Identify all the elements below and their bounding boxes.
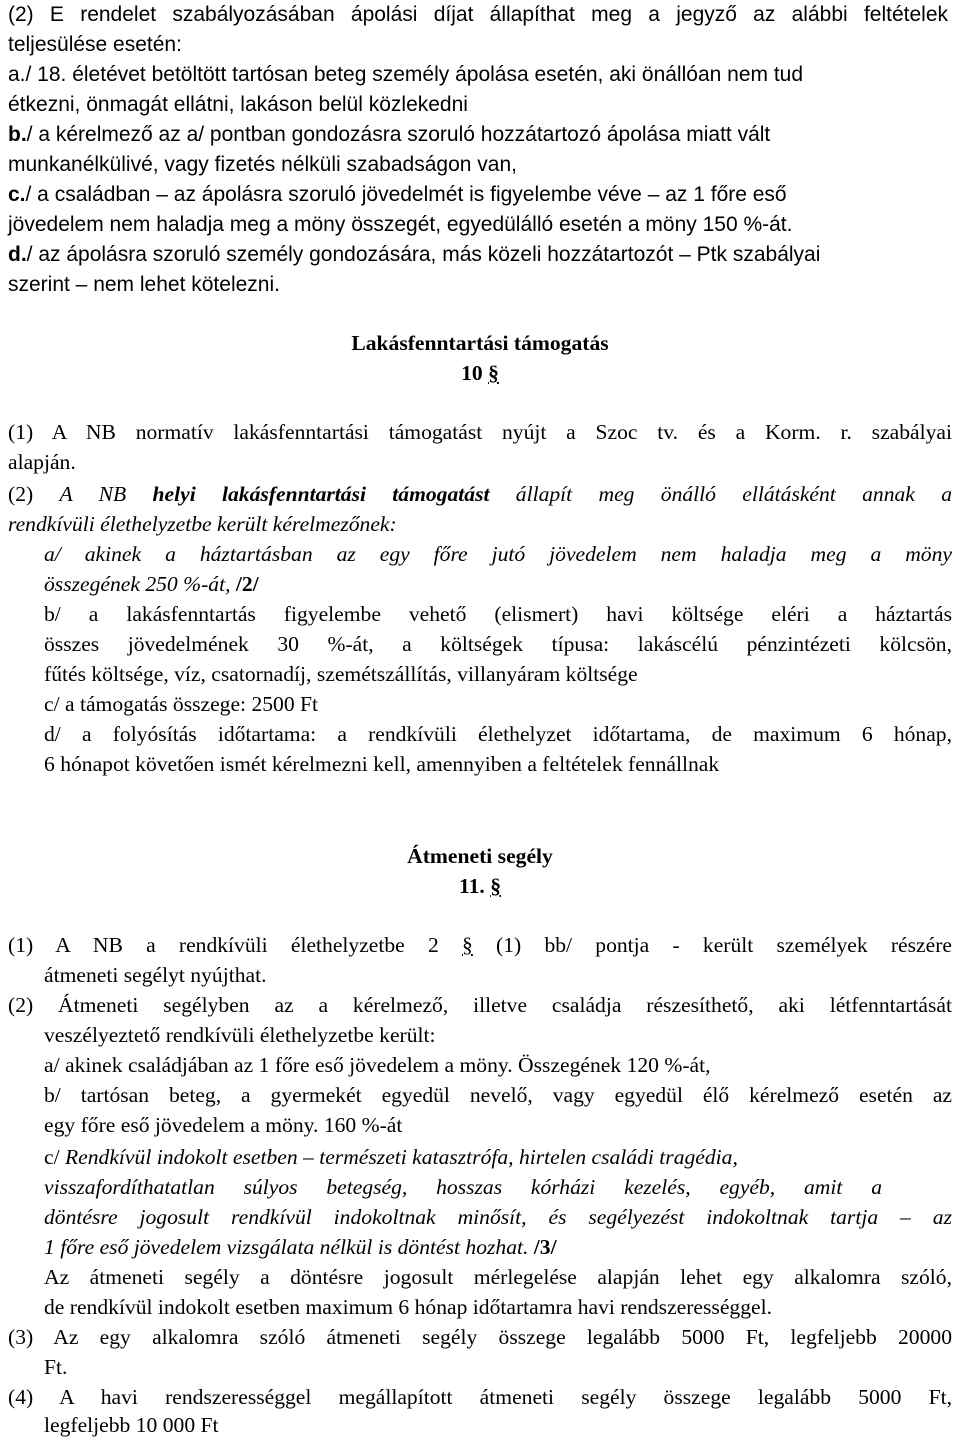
section-title-atmeneti-segely: Átmeneti segély	[407, 844, 553, 868]
atm-item-c-line-1	[44, 1142, 738, 1172]
atm-p2-line-2: veszélyeztető rendkívüli élethelyzetbe került:	[44, 1023, 436, 1047]
atm-item-c-end: 1 főre eső jövedelem vizsgálata nélkül is döntést hozhat.	[44, 1235, 529, 1259]
lakas-item-b-line-3: fűtés költsége, víz, csatornadíj, szemétszállítás, villanyáram költsége	[44, 662, 638, 686]
section-number-11	[0, 871, 960, 901]
lakas-p2-line-1	[8, 479, 952, 509]
lakas-p1-line-1: (1) A NB normatív lakásfenntartási támogatást nyújt a Szoc tv. és a Korm. r. szabályai	[8, 420, 952, 444]
item-b-line-2: munkanélkülivé, vagy fizetés nélküli szabadságon van,	[8, 153, 517, 176]
item-d-marker: d.	[8, 243, 27, 266]
paragraph-2-line-2: teljesülése esetén:	[8, 33, 182, 56]
atm-item-c-marker: c/	[44, 1145, 65, 1169]
section-number: 11.	[458, 874, 485, 898]
atm-p4-line-1: (4) A havi rendszerességgel megállapított átmeneti segély összege legalább 5000 Ft,	[8, 1385, 952, 1409]
atm-p1-line-1	[8, 930, 952, 960]
lakas-p2-emphasis: helyi lakásfenntartási támogatást	[152, 482, 490, 506]
section-sign-icon: §	[488, 361, 499, 385]
lakas-p1-line-2: alapján.	[8, 450, 76, 474]
atm-item-c-line-2: visszafordíthatatlan súlyos betegség, hosszas kórházi kezelés, egyéb, amit a	[44, 1175, 882, 1199]
item-a-line-1: a./ 18. életévet betöltött tartósan beteg személy ápolása esetén, aki önállóan nem tud	[8, 63, 804, 86]
lakas-item-c-line-1: c/ a támogatás összege: 2500 Ft	[44, 692, 319, 716]
section-sign-icon: §	[462, 933, 473, 957]
atm-item-a-line-1: a/ akinek családjában az 1 főre eső jövedelem a möny. Összegének 120 %-át,	[44, 1053, 711, 1077]
atm-p3-line-2: Ft.	[44, 1355, 68, 1379]
atm-item-c-line-4	[44, 1232, 557, 1262]
item-a-line-2: étkezni, önmagát ellátni, lakáson belül közlekedni	[8, 93, 468, 116]
section-number-10	[0, 358, 960, 388]
lakas-item-b-line-1: b/ a lakásfenntartás figyelembe vehető (elismert) havi költsége eléri a háztartás	[44, 602, 952, 626]
atm-item-b-line-1: b/ tartósan beteg, a gyermekét egyedül nevelő, vagy egyedül élő kérelmező esetén az	[44, 1083, 952, 1107]
atm-p3-line-1: (3) Az egy alkalomra szóló átmeneti segély összege legalább 5000 Ft, legfeljebb 20000	[8, 1325, 952, 1349]
lakas-item-a-line-2	[44, 569, 259, 599]
item-d-line-1	[8, 240, 820, 270]
lakas-item-b-line-2: összes jövedelmének 30 %-át, a költségek típusa: lakáscélú pénzintézeti kölcsön,	[44, 632, 952, 656]
item-d-text: / az ápolásra szoruló személy gondozására, más közeli hozzátartozót – Ptk szabályai	[26, 243, 821, 266]
lakas-p2-marker: (2)	[8, 482, 60, 506]
atm-item-c-text: Rendkívül indokolt esetben – természeti katasztrófa, hirtelen családi tragédia,	[64, 1145, 738, 1169]
lakas-item-d-line-2: 6 hónapot követően ismét kérelmezni kell, amennyiben a feltételek fennállnak	[44, 752, 720, 776]
atm-p1-start: (1) A NB a rendkívüli élethelyzetbe 2	[8, 933, 463, 957]
lakas-p2-line-2: rendkívüli élethelyzetbe került kérelmezőnek:	[8, 512, 397, 536]
section-sign-icon: §	[490, 874, 501, 898]
atm-p1-line-2: átmeneti segélyt nyújthat.	[44, 963, 267, 987]
atm-p1-rest: (1) bb/ pontja - került személyek részére	[472, 933, 952, 957]
atm-item-b-line-2: egy főre eső jövedelem a möny. 160 %-át	[44, 1113, 403, 1137]
atm-item-c-footnote: /3/	[528, 1235, 557, 1259]
section-number: 10	[461, 361, 483, 385]
lakas-item-d-line-1: d/ a folyósítás időtartama: a rendkívüli élethelyzet időtartama, de maximum 6 hónap,	[44, 722, 952, 746]
item-d-line-2: szerint – nem lehet kötelezni.	[8, 273, 280, 296]
atm-extra-line-2: de rendkívül indokolt esetben maximum 6 hónap időtartamra havi rendszerességgel.	[44, 1295, 772, 1319]
item-b-line-1	[8, 120, 770, 150]
item-b-marker: b.	[8, 123, 27, 146]
lakas-item-a-amount: összegének 250 %-át,	[44, 572, 231, 596]
atm-p2-line-1: (2) Átmeneti segélyben az a kérelmező, illetve családja részesíthető, aki létfenntartását	[8, 993, 952, 1017]
lakas-p2-nb: A NB	[59, 482, 153, 506]
lakas-item-a-footnote: /2/	[230, 572, 259, 596]
section-title-lakasfenntartas: Lakásfenntartási támogatás	[351, 331, 609, 355]
lakas-item-a-line-1: a/ akinek a háztartásban az egy főre jutó jövedelem nem haladja meg a möny	[44, 542, 952, 566]
item-c-marker: c.	[8, 183, 26, 206]
paragraph-2-line-1: (2) E rendelet szabályozásában ápolási díjat állapíthat meg a jegyző az alábbi feltételek	[8, 3, 948, 26]
lakas-p2-rest: állapít meg önálló ellátásként annak a	[489, 482, 952, 506]
atm-extra-line-1: Az átmeneti segély a döntésre jogosult mérlegelése alapján lehet egy alkalomra szóló,	[44, 1265, 952, 1289]
item-c-line-1	[8, 180, 787, 210]
atm-item-c-line-3: döntésre jogosult rendkívül indokoltnak minősít, és segélyezést indokoltnak tartja – az	[44, 1205, 952, 1229]
atm-p4-line-2: legfeljebb 10 000 Ft	[44, 1413, 219, 1437]
item-c-text: / a családban – az ápolásra szoruló jövedelmét is figyelembe véve – az 1 főre eső	[25, 183, 787, 206]
item-b-text: / a kérelmező az a/ pontban gondozásra szoruló hozzátartozó ápolása miatt vált	[26, 123, 771, 146]
item-c-line-2: jövedelem nem haladja meg a möny összegét, egyedülálló esetén a möny 150 %-át.	[8, 213, 793, 236]
